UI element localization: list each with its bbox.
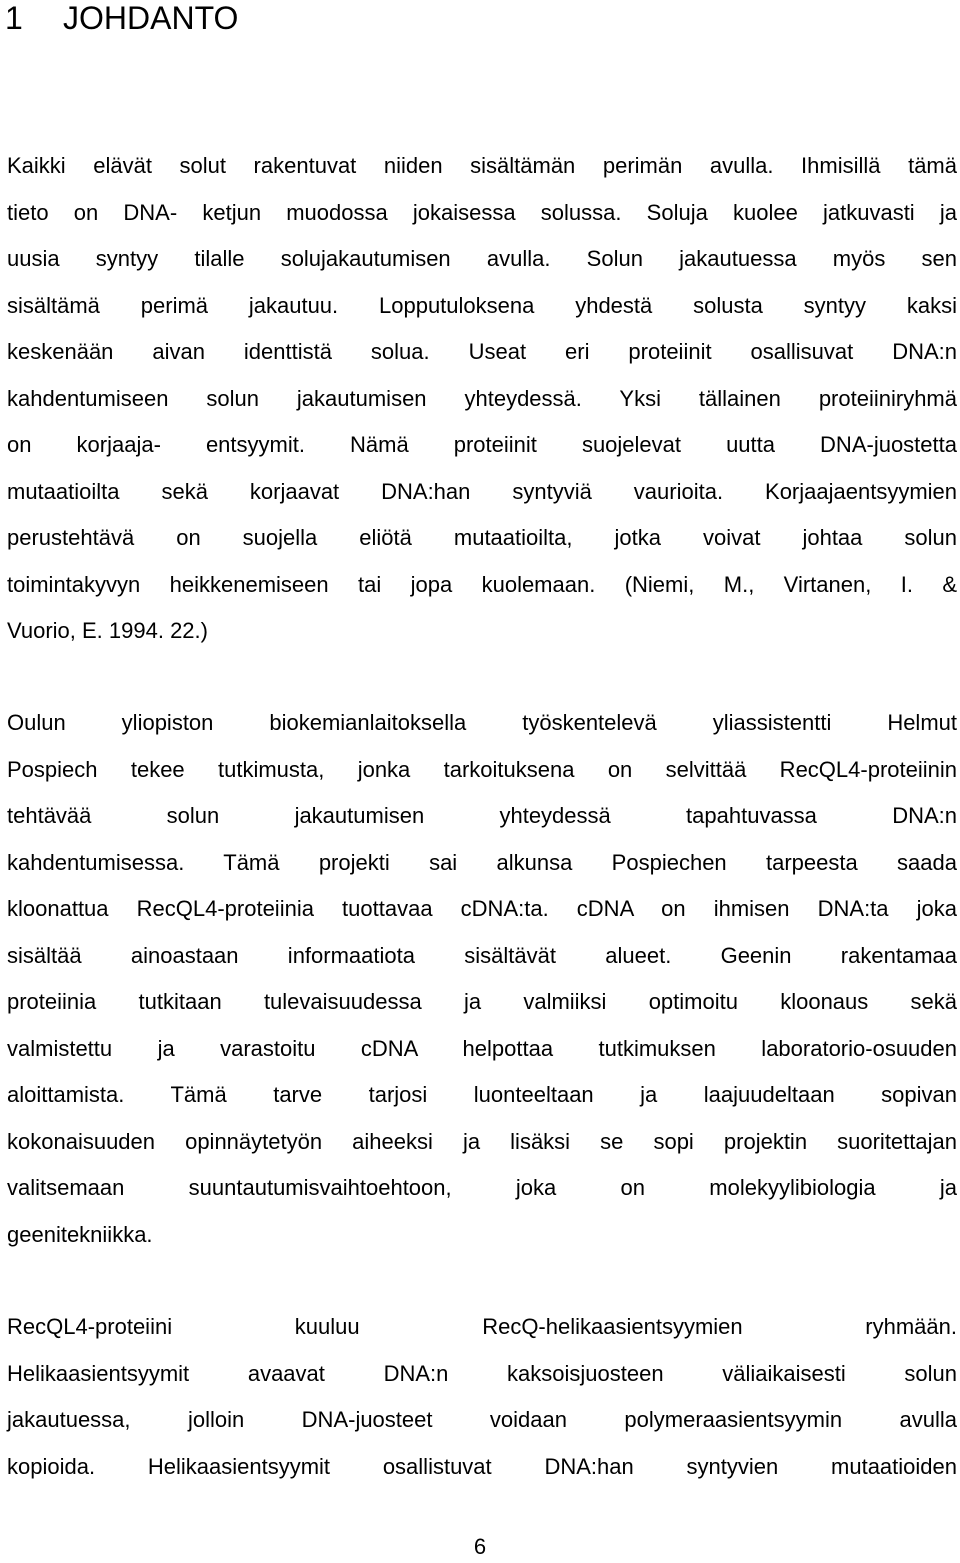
text-line: perustehtävä on suojella eliötä mutaatioilta, jotka voivat johtaa solun	[7, 525, 957, 550]
text-line: geenitekniikka.	[7, 1221, 153, 1247]
text-line: Oulun yliopiston biokemianlaitoksella työskentelevä yliassistentti Helmut	[7, 710, 957, 735]
text-line: Kaikki elävät solut rakentuvat niiden sisältämän perimän avulla. Ihmisillä tämä	[7, 153, 957, 178]
paragraph-1	[7, 143, 957, 655]
text-line: kopioida. Helikaasientsyymit osallistuvat DNA:han syntyvien mutaatioiden	[7, 1453, 957, 1479]
text-line: Pospiech tekee tutkimusta, jonka tarkoituksena on selvittää RecQL4-proteiinin	[7, 756, 957, 782]
text-line: sisältää ainoastaan informaatiota sisältävät alueet. Geenin rakentamaa	[7, 942, 957, 968]
text-line: toimintakyvyn heikkenemiseen tai jopa kuolemaan. (Niemi, M., Virtanen, I. &	[7, 571, 957, 597]
text-line: valmistettu ja varastoitu cDNA helpottaa tutkimuksen laboratorio-osuuden	[7, 1035, 957, 1061]
text-line: kahdentumiseen solun jakautumisen yhteydessä. Yksi tällainen proteiiniryhmä	[7, 385, 957, 411]
text-line: kahdentumisessa. Tämä projekti sai alkunsa Pospiechen tarpeesta saada	[7, 849, 957, 875]
text-line: keskenään aivan identtistä solua. Useat eri proteiinit osallisuvat DNA:n	[7, 339, 957, 364]
text-line: kloonattua RecQL4-proteiinia tuottavaa cDNA:ta. cDNA on ihmisen DNA:ta joka	[7, 896, 957, 921]
text-line: tieto on DNA- ketjun muodossa jokaisessa solussa. Soluja kuolee jatkuvasti ja	[7, 199, 957, 225]
paragraph-2	[7, 700, 957, 1258]
chapter-heading	[5, 0, 238, 38]
chapter-title: JOHDANTO	[63, 0, 239, 36]
text-line: kokonaisuuden opinnäytetyön aiheeksi ja lisäksi se sopi projektin suoritettajan	[7, 1128, 957, 1154]
text-line: Helikaasientsyymit avaavat DNA:n kaksoisjuosteen väliaikaisesti solun	[7, 1360, 957, 1386]
paragraph-3	[7, 1304, 957, 1490]
page-number: 6	[473, 1534, 487, 1559]
text-line: RecQL4-proteiini kuuluu RecQ-helikaasientsyymien ryhmään.	[7, 1314, 957, 1339]
text-line: sisältämä perimä jakautuu. Lopputuloksena yhdestä solusta syntyy kaksi	[7, 292, 957, 318]
chapter-number: 1	[5, 0, 23, 36]
text-line: jakautuessa, jolloin DNA-juosteet voidaan polymeraasientsyymin avulla	[7, 1407, 957, 1432]
text-line: uusia syntyy tilalle solujakautumisen avulla. Solun jakautuessa myös sen	[7, 246, 957, 271]
text-line: proteiinia tutkitaan tulevaisuudessa ja valmiiksi optimoitu kloonaus sekä	[7, 989, 957, 1014]
text-line: tehtävää solun jakautumisen yhteydessä tapahtuvassa DNA:n	[7, 803, 957, 828]
text-line: valitsemaan suuntautumisvaihtoehtoon, joka on molekyylibiologia ja	[7, 1175, 957, 1200]
text-line: aloittamista. Tämä tarve tarjosi luonteeltaan ja laajuudeltaan sopivan	[7, 1082, 957, 1107]
text-line: Vuorio, E. 1994. 22.)	[7, 618, 208, 643]
text-line: mutaatioilta sekä korjaavat DNA:han syntyviä vaurioita. Korjaajaentsyymien	[7, 478, 957, 504]
text-line: on korjaaja- entsyymit. Nämä proteiinit suojelevat uutta DNA-juostetta	[7, 432, 957, 457]
